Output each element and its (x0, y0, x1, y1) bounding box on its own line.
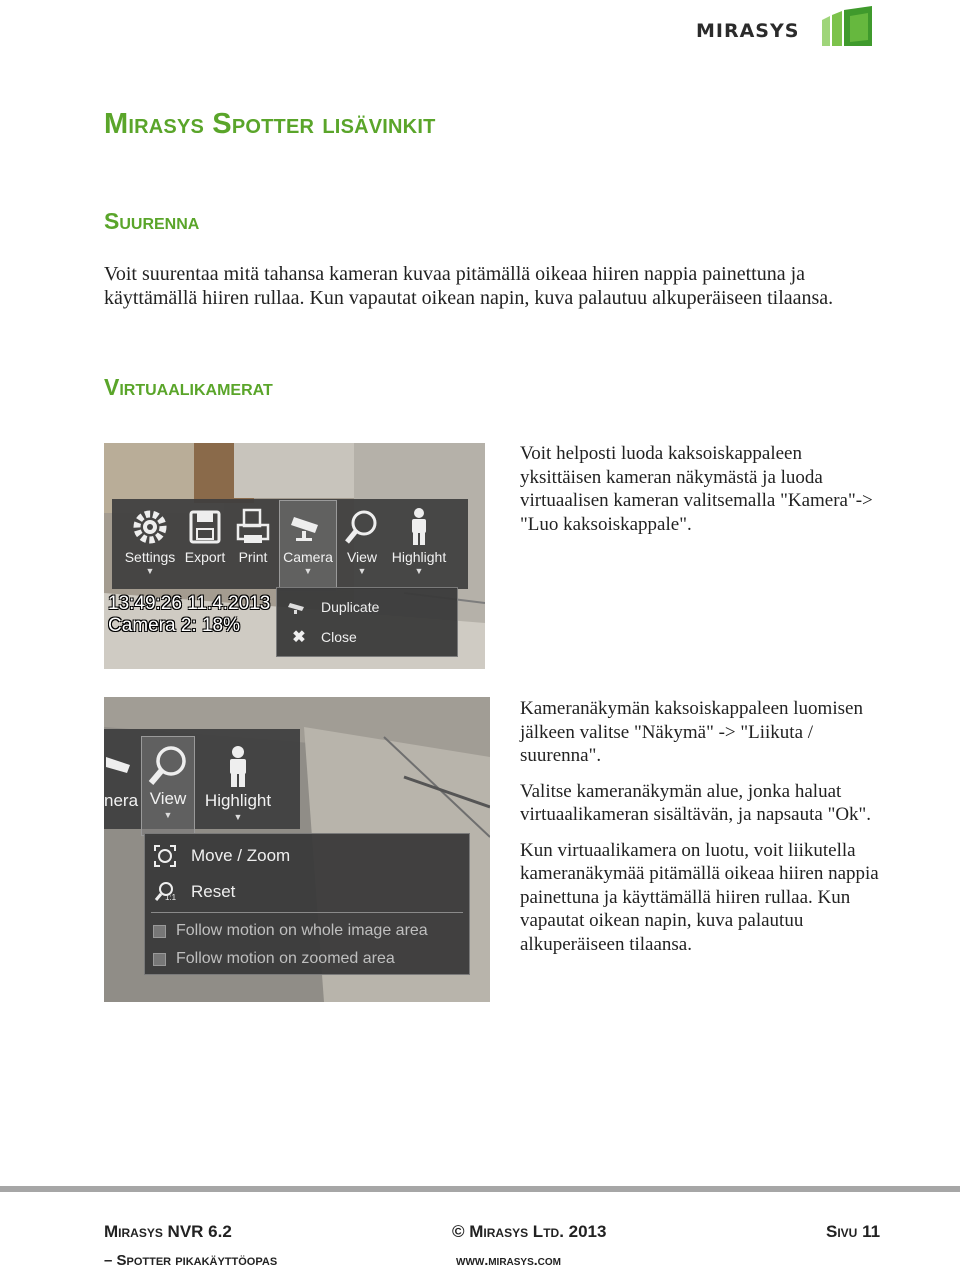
footer-page-number: Sivu 11 (826, 1222, 881, 1241)
highlight-button[interactable]: Highlight ▼ (198, 745, 278, 822)
zoom-frame-icon (153, 845, 177, 867)
footer-copyright: © Mirasys Ltd. 2013 (452, 1222, 607, 1241)
logo-mark-icon (820, 6, 874, 48)
osd-camera-zoom: Camera 2: 18% (108, 615, 241, 636)
menu-item-duplicate[interactable]: Duplicate (277, 594, 457, 620)
camera-icon (288, 507, 328, 547)
section-heading-virtual: Virtuaalikamerat (104, 374, 273, 400)
checkbox-icon (153, 953, 166, 966)
reset-zoom-icon (153, 881, 177, 903)
person-icon (223, 745, 253, 789)
virtual-paragraph-2: Kameranäkymän kaksoiskappaleen luomisen jälkeen valitse "Näkymä" -> "Liikuta / suurenna". (520, 698, 863, 766)
chevron-down-icon: ▼ (233, 812, 243, 822)
menu-item-close[interactable]: ✖ Close (277, 624, 457, 650)
logo-text: MIRASYS (696, 20, 800, 42)
footer-guide-name: – Spotter pikakäyttöopas (104, 1252, 278, 1269)
magnifier-icon (146, 743, 190, 787)
menu-divider (151, 912, 463, 913)
view-button[interactable]: View ▼ (142, 737, 194, 835)
checkbox-follow-zoomed[interactable]: Follow motion on zoomed area (145, 948, 469, 970)
chevron-down-icon: ▼ (303, 566, 313, 576)
settings-button[interactable]: Settings ▼ (120, 507, 180, 576)
chevron-down-icon: ▼ (357, 566, 367, 576)
ribbon-toolbar (104, 729, 300, 829)
magnifier-icon (342, 507, 382, 547)
export-button[interactable]: Export (180, 507, 230, 565)
person-icon (404, 507, 434, 547)
screenshot-camera-menu (104, 443, 485, 669)
highlight-button[interactable]: Highlight ▼ (386, 507, 452, 576)
chevron-down-icon: ▼ (414, 566, 424, 576)
camera-button[interactable]: Camera ▼ (280, 501, 336, 591)
virtual-paragraph-4: Kun virtuaalikamera on luotu, voit liikutella kameranäkymää pitämällä oikeaa hiiren nappia painettuna ja käyttämällä hiiren rullaa. Kun vapautat oikean napin, kuva palautuu alkuperäiseen tilaansa. (520, 839, 879, 955)
section-heading-zoom: Suurenna (104, 208, 200, 234)
camera-dropdown-menu (276, 587, 458, 657)
ribbon-toolbar (112, 499, 468, 589)
checkbox-follow-whole[interactable]: Follow motion on whole image area (145, 920, 469, 942)
osd-overlay (108, 593, 270, 637)
checkbox-icon (153, 925, 166, 938)
menu-item-move-zoom[interactable]: Move / Zoom (145, 842, 469, 870)
print-button[interactable]: Print (230, 507, 276, 565)
page-title: Mirasys Spotter lisävinkit (104, 108, 436, 140)
footer-website[interactable]: www.mirasys.com (456, 1252, 561, 1268)
floppy-icon (187, 507, 223, 547)
virtual-paragraph-1: Voit helposti luoda kaksoiskappaleen yksittäisen kameran näkymästä ja luoda virtuaalisen kameran valitsemalla "Kamera"-> "Luo kaksoiskappale". (520, 443, 873, 535)
footer-product: Mirasys NVR 6.2 (104, 1222, 232, 1241)
camera-icon (106, 745, 136, 789)
printer-icon (235, 507, 271, 547)
chevron-down-icon: ▼ (163, 810, 173, 820)
close-icon: ✖ (292, 629, 306, 646)
menu-item-reset[interactable]: 1:1 Reset (145, 878, 469, 906)
virtual-paragraph-3: Valitse kameranäkymän alue, jonka haluat virtuaalikameran sisältävän, ja napsauta "Ok". (520, 780, 872, 825)
view-dropdown-menu (144, 833, 470, 975)
footer-rule (0, 1186, 960, 1192)
zoom-paragraph: Voit suurentaa mitä tahansa kameran kuvaa pitämällä oikeaa hiiren nappia painettuna ja käyttämällä hiiren rullaa. Kun vapautat oikean napin, kuva palautuu alkuperäiseen tilaansa. (104, 263, 834, 309)
virtual-text-1 (520, 442, 880, 548)
chevron-down-icon: ▼ (145, 566, 155, 576)
duplicate-camera-icon (287, 599, 311, 615)
screenshot-view-menu (104, 697, 490, 1002)
osd-timestamp: 13:49:26 11.4.2013 (108, 593, 271, 614)
gear-icon (130, 507, 170, 547)
view-button[interactable]: View ▼ (338, 507, 386, 576)
camera-button-partial[interactable]: nera (104, 745, 138, 811)
mirasys-logo (696, 6, 876, 50)
reset-badge: 1:1 (165, 893, 177, 902)
virtual-text-2 (520, 697, 880, 968)
